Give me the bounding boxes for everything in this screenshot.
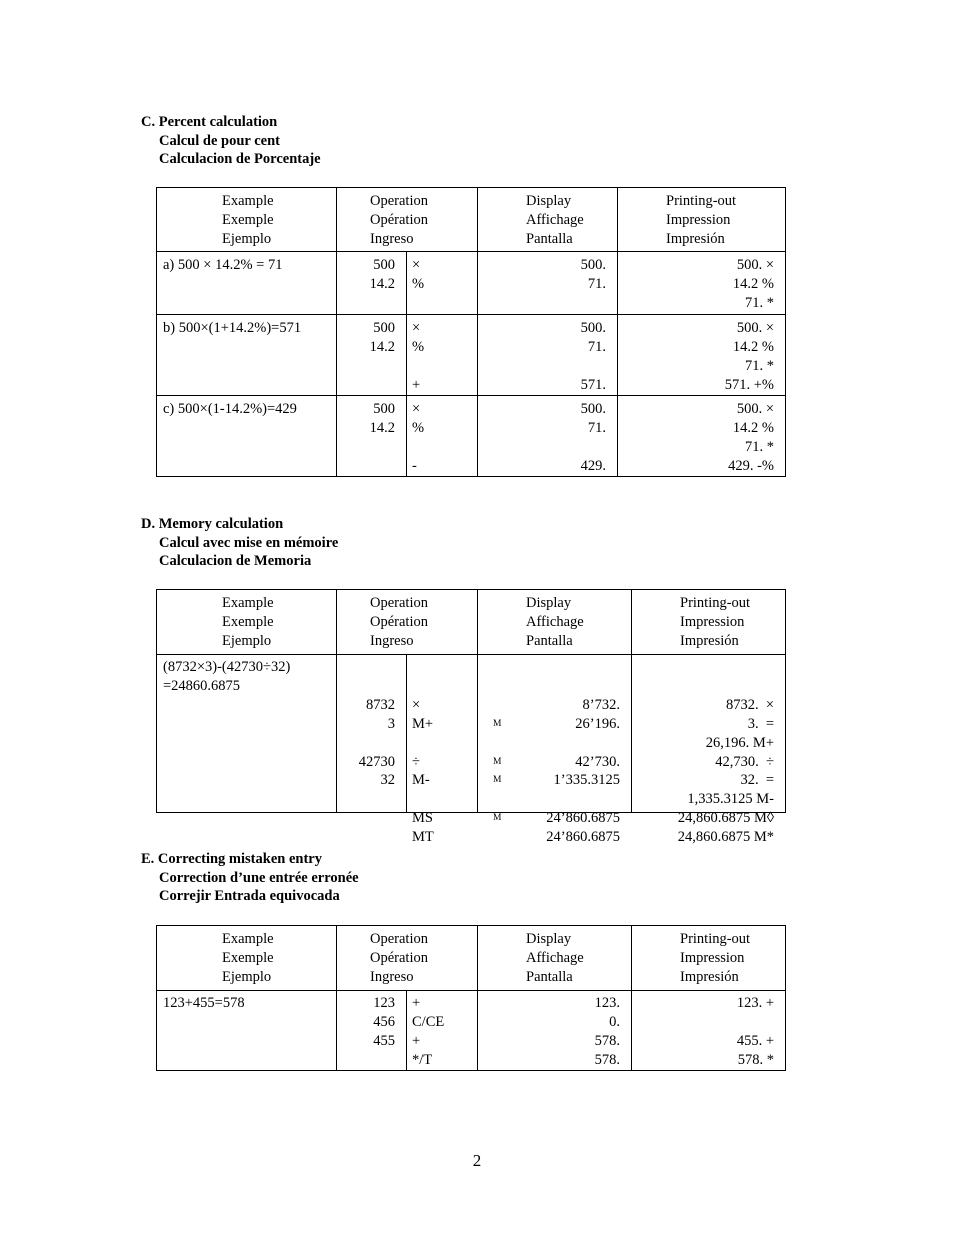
section-e-title [141, 850, 359, 906]
print-values: 123. + 455. + 578. * [736, 995, 774, 1068]
display-values: 500. 71. 429. [580, 401, 606, 474]
table-row-example: b) 500×(1+14.2%)=571 [163, 320, 302, 336]
header-example: Example Exemple Ejemplo [222, 931, 274, 985]
display-values: 500. 71. 571. [580, 320, 606, 393]
op-values: 8732 3 42730 32 [358, 696, 395, 789]
display-values: 8’732. 26’196. 42’730. 1’335.3125 24’860.6875 24’860.6875 [546, 696, 620, 846]
section-d-title-fr: Calcul avec mise en mémoire [159, 534, 339, 551]
percent-table [156, 187, 786, 477]
op-keys: × % - [412, 401, 425, 474]
table-row-example: 123+455=578 [163, 995, 245, 1011]
section-c-title-es: Calculacion de Porcentaje [159, 151, 321, 168]
table-row-example: (8732×3)-(42730÷32) =24860.6875 [163, 659, 291, 694]
correction-table [156, 925, 786, 1071]
display-values: 123. 0. 578. 578. [594, 995, 620, 1068]
header-printing: Printing-out Impression Impresión [680, 595, 751, 649]
op-values: 123 456 455 [373, 995, 395, 1049]
header-display: Display Affichage Pantalla [526, 931, 584, 985]
op-keys: × % + [412, 320, 425, 393]
memory-indicator: M [493, 756, 502, 767]
print-values: 500. × 14.2 % 71. * 429. -% [728, 401, 774, 474]
op-keys: + C/CE + */T [412, 995, 445, 1068]
header-operation: Operation Opération Ingreso [370, 595, 428, 649]
memory-indicator: M [493, 718, 502, 729]
section-e-title-fr: Correction d’une entrée erronée [159, 869, 359, 886]
header-display: Display Affichage Pantalla [526, 193, 584, 247]
table-row-example: a) 500 × 14.2% = 71 [163, 257, 283, 273]
section-c-title [141, 113, 321, 169]
display-values: 500. 71. [580, 257, 606, 292]
memory-indicator: M [493, 813, 502, 824]
header-operation: Operation Opération Ingreso [370, 931, 428, 985]
header-display: Display Affichage Pantalla [526, 595, 584, 649]
print-values: 8732. × 3. = 26,196. M+ 42,730. ÷ 32. = 1,335.3125 M- 24,860.6875 M◊ 24,860.6875 M* [677, 696, 774, 846]
section-d-title-es: Calculacion de Memoria [159, 553, 312, 570]
memory-marks [493, 658, 503, 866]
header-printing: Printing-out Impression Impresión [680, 931, 751, 985]
section-c-title-en: C. Percent calculation [141, 114, 278, 130]
memory-indicator: M [493, 775, 502, 786]
print-values: 500. × 14.2 % 71. * [732, 257, 774, 311]
table-row-example: c) 500×(1-14.2%)=429 [163, 401, 297, 417]
section-e-title-es: Correjir Entrada equivocada [159, 888, 340, 905]
section-d-title [141, 515, 338, 571]
op-values: 500 14.2 [369, 257, 395, 292]
memory-table [156, 589, 786, 846]
header-example: Example Exemple Ejemplo [222, 193, 274, 247]
header-operation: Operation Opération Ingreso [370, 193, 428, 247]
op-keys: × M+ ÷ M- MS MT [412, 696, 434, 846]
op-keys: × % [412, 257, 425, 292]
header-printing: Printing-out Impression Impresión [666, 193, 737, 247]
op-values: 500 14.2 [369, 320, 395, 355]
section-d-title-en: D. Memory calculation [141, 516, 284, 532]
header-example: Example Exemple Ejemplo [222, 595, 274, 649]
page-number: 2 [472, 1151, 482, 1170]
section-e-title-en: E. Correcting mistaken entry [141, 851, 322, 867]
op-values: 500 14.2 [369, 401, 395, 436]
section-c-title-fr: Calcul de pour cent [159, 132, 280, 149]
print-values: 500. × 14.2 % 71. * 571. +% [724, 320, 774, 393]
